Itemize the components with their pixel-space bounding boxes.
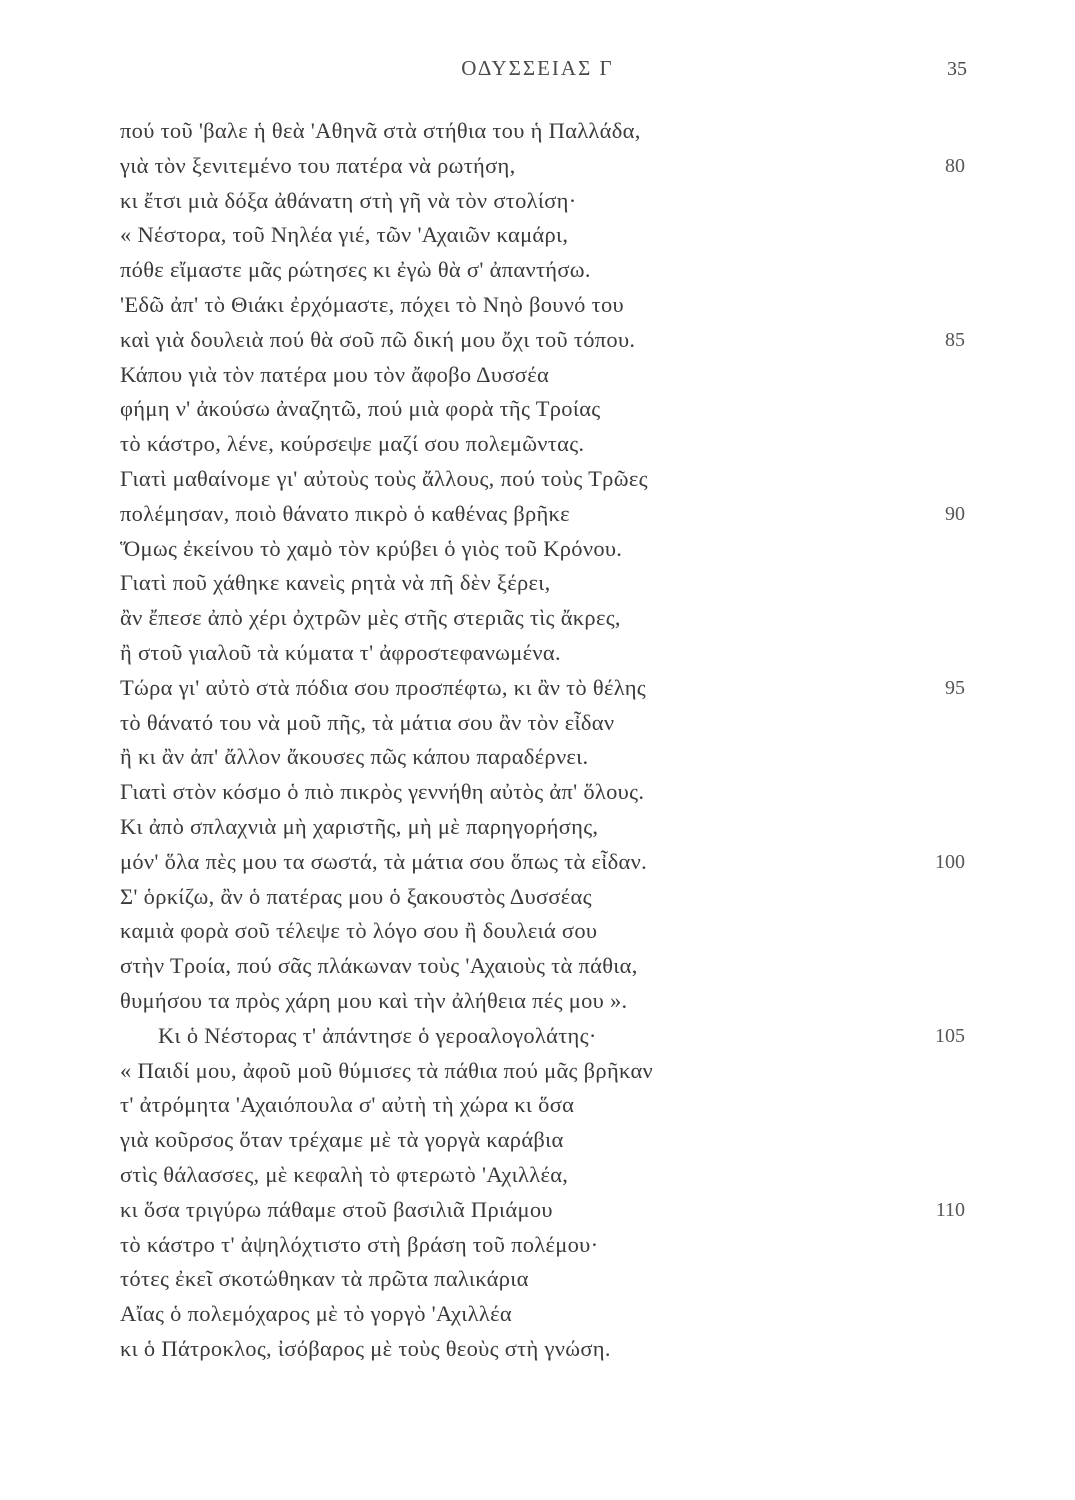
verse-line [0, 184, 1075, 219]
verse-line [0, 949, 1075, 984]
verse-text: στὶς θάλασσες, μὲ κεφαλὴ τὸ φτερωτὸ 'Αχιλλέα, [120, 1161, 569, 1187]
verse-text: τὸ κάστρο, λένε, κούρσεψε μαζί σου πολεμῶντας. [120, 431, 585, 457]
verse-line [0, 1123, 1075, 1158]
page-number: 35 [947, 58, 967, 80]
verse-line [0, 1158, 1075, 1193]
verse-text: τ' ἀτρόμητα 'Αχαιόπουλα σ' αὐτὴ τὴ χώρα κι ὅσα [120, 1092, 575, 1118]
verse-line [0, 218, 1075, 253]
verse-text: τὸ θάνατό του νὰ μοῦ πῆς, τὰ μάτια σου ἂν τὸν εἶδαν [120, 709, 615, 735]
verse-line [0, 671, 1075, 706]
verse-line [0, 392, 1075, 427]
verse-line [0, 1228, 1075, 1263]
verse-line [0, 1193, 1075, 1228]
line-number: 100 [935, 850, 965, 873]
verse-line [0, 914, 1075, 949]
verse-text: Κι ἀπὸ σπλαχνιὰ μὴ χαριστῆς, μὴ μὲ παρηγορήσης, [120, 813, 599, 839]
verse-text: Σ' ὁρκίζω, ἂν ὁ πατέρας μου ὁ ξακουστὸς Δυσσέας [120, 883, 592, 909]
verse-text: φήμη ν' ἀκούσω ἀναζητῶ, πού μιὰ φορὰ τῆς Τροίας [120, 396, 601, 422]
verse-text: Κάπου γιὰ τὸν πατέρα μου τὸν ἄφοβο Δυσσέα [120, 361, 550, 387]
verse-line [0, 1297, 1075, 1332]
verse-text: Αἴας ὁ πολεμόχαρος μὲ τὸ γοργὸ 'Αχιλλέα [120, 1301, 512, 1327]
verse-text: Γιατὶ μαθαίνομε γι' αὐτοὺς τοὺς ἄλλους, πού τοὺς Τρῶες [120, 465, 648, 491]
verse-line [0, 636, 1075, 671]
verse-line [0, 288, 1075, 323]
running-head [0, 56, 1075, 86]
verse-line [0, 984, 1075, 1019]
verse-text: πόθε εἴμαστε μᾶς ρώτησες κι ἐγὼ θὰ σ' ἀπαντήσω. [120, 257, 591, 283]
verse-line [0, 706, 1075, 741]
verse-text: Γιατὶ ποῦ χάθηκε κανεὶς ρητὰ νὰ πῆ δὲν ξέρει, [120, 570, 551, 596]
line-number: 80 [945, 154, 965, 177]
verse-block [0, 114, 1075, 1367]
verse-text: γιὰ τὸν ξενιτεμένο του πατέρα νὰ ρωτήση, [120, 152, 516, 178]
verse-text: θυμήσου τα πρὸς χάρη μου καὶ τὴν ἀλήθεια πές μου ». [120, 987, 628, 1013]
line-number: 105 [935, 1024, 965, 1047]
verse-line [0, 149, 1075, 184]
verse-line [0, 358, 1075, 393]
verse-text: τὸ κάστρο τ' ἀψηλόχτιστο στὴ βράση τοῦ πολέμου· [120, 1231, 599, 1257]
verse-text: Ὅμως ἐκείνου τὸ χαμὸ τὸν κρύβει ὁ γιὸς τοῦ Κρόνου. [120, 535, 623, 561]
verse-text: ἢ κι ἂν ἀπ' ἄλλον ἄκουσες πῶς κάπου παραδέρνει. [120, 744, 589, 770]
verse-line [0, 880, 1075, 915]
verse-text: « Παιδί μου, ἀφοῦ μοῦ θύμισες τὰ πάθια πού μᾶς βρῆκαν [120, 1057, 654, 1083]
verse-text: κι ὁ Πάτροκλος, ἰσόβαρος μὲ τοὺς θεοὺς στὴ γνώση. [120, 1335, 611, 1361]
verse-text: Κι ὁ Νέστορας τ' ἀπάντησε ὁ γεροαλογολάτης· [158, 1022, 597, 1048]
verse-text: ἢ στοῦ γιαλοῦ τὰ κύματα τ' ἀφροστεφανωμένα. [120, 639, 561, 665]
verse-line [0, 253, 1075, 288]
verse-text: 'Εδῶ ἀπ' τὸ Θιάκι ἐρχόμαστε, πόχει τὸ Νηὸ βουνό του [120, 291, 624, 317]
verse-line [0, 1332, 1075, 1367]
verse-line [0, 601, 1075, 636]
verse-text: στὴν Τροία, πού σᾶς πλάκωναν τοὺς 'Αχαιοὺς τὰ πάθια, [120, 953, 638, 979]
verse-line [0, 497, 1075, 532]
verse-text: ἂν ἔπεσε ἀπὸ χέρι ὀχτρῶν μὲς στῆς στεριᾶς τὶς ἄκρες, [120, 605, 621, 631]
verse-line [0, 775, 1075, 810]
verse-line [0, 532, 1075, 567]
verse-line [0, 810, 1075, 845]
verse-line [0, 114, 1075, 149]
verse-text: Τώρα γι' αὐτὸ στὰ πόδια σου προσπέφτω, κι ἂν τὸ θέλης [120, 674, 647, 700]
verse-line [0, 1262, 1075, 1297]
verse-line [0, 323, 1075, 358]
verse-line [0, 566, 1075, 601]
verse-line [0, 1054, 1075, 1089]
verse-line [0, 1019, 1075, 1054]
verse-text: πού τοῦ 'βαλε ἡ θεὰ 'Αθηνᾶ στὰ στήθια του ἡ Παλλάδα, [120, 118, 641, 143]
verse-line [0, 462, 1075, 497]
verse-line [0, 1088, 1075, 1123]
verse-text: μόν' ὅλα πὲς μου τα σωστά, τὰ μάτια σου ὅπως τὰ εἶδαν. [120, 848, 648, 874]
verse-text: γιὰ κοῦρσος ὅταν τρέχαμε μὲ τὰ γοργὰ καράβια [120, 1127, 564, 1153]
verse-text: κι ὅσα τριγύρω πάθαμε στοῦ βασιλιᾶ Πριάμου [120, 1196, 553, 1222]
verse-text: τότες ἐκεῖ σκοτώθηκαν τὰ πρῶτα παλικάρια [120, 1266, 529, 1292]
running-title: ΟΔΥΣΣΕΙΑΣ Γ [461, 56, 614, 80]
verse-line [0, 740, 1075, 775]
verse-text: καμιὰ φορὰ σοῦ τέλεψε τὸ λόγο σου ἢ δουλειά σου [120, 918, 598, 944]
verse-line [0, 845, 1075, 880]
verse-text: « Νέστορα, τοῦ Νηλέα γιέ, τῶν 'Αχαιῶν καμάρι, [120, 222, 569, 248]
verse-text: καὶ γιὰ δουλειὰ πού θὰ σοῦ πῶ δική μου ὄχι τοῦ τόπου. [120, 326, 636, 352]
line-number: 110 [935, 1198, 965, 1221]
line-number: 90 [945, 502, 965, 525]
verse-text: κι ἔτσι μιὰ δόξα ἀθάνατη στὴ γῆ νὰ τὸν στολίση· [120, 187, 577, 213]
verse-text: Γιατὶ στὸν κόσμο ὁ πιὸ πικρὸς γεννήθη αὐτὸς ἀπ' ὅλους. [120, 779, 645, 805]
line-number: 85 [945, 328, 965, 351]
verse-line [0, 427, 1075, 462]
line-number: 95 [945, 676, 965, 699]
verse-text: πολέμησαν, ποιὸ θάνατο πικρὸ ὁ καθένας βρῆκε [120, 500, 570, 526]
